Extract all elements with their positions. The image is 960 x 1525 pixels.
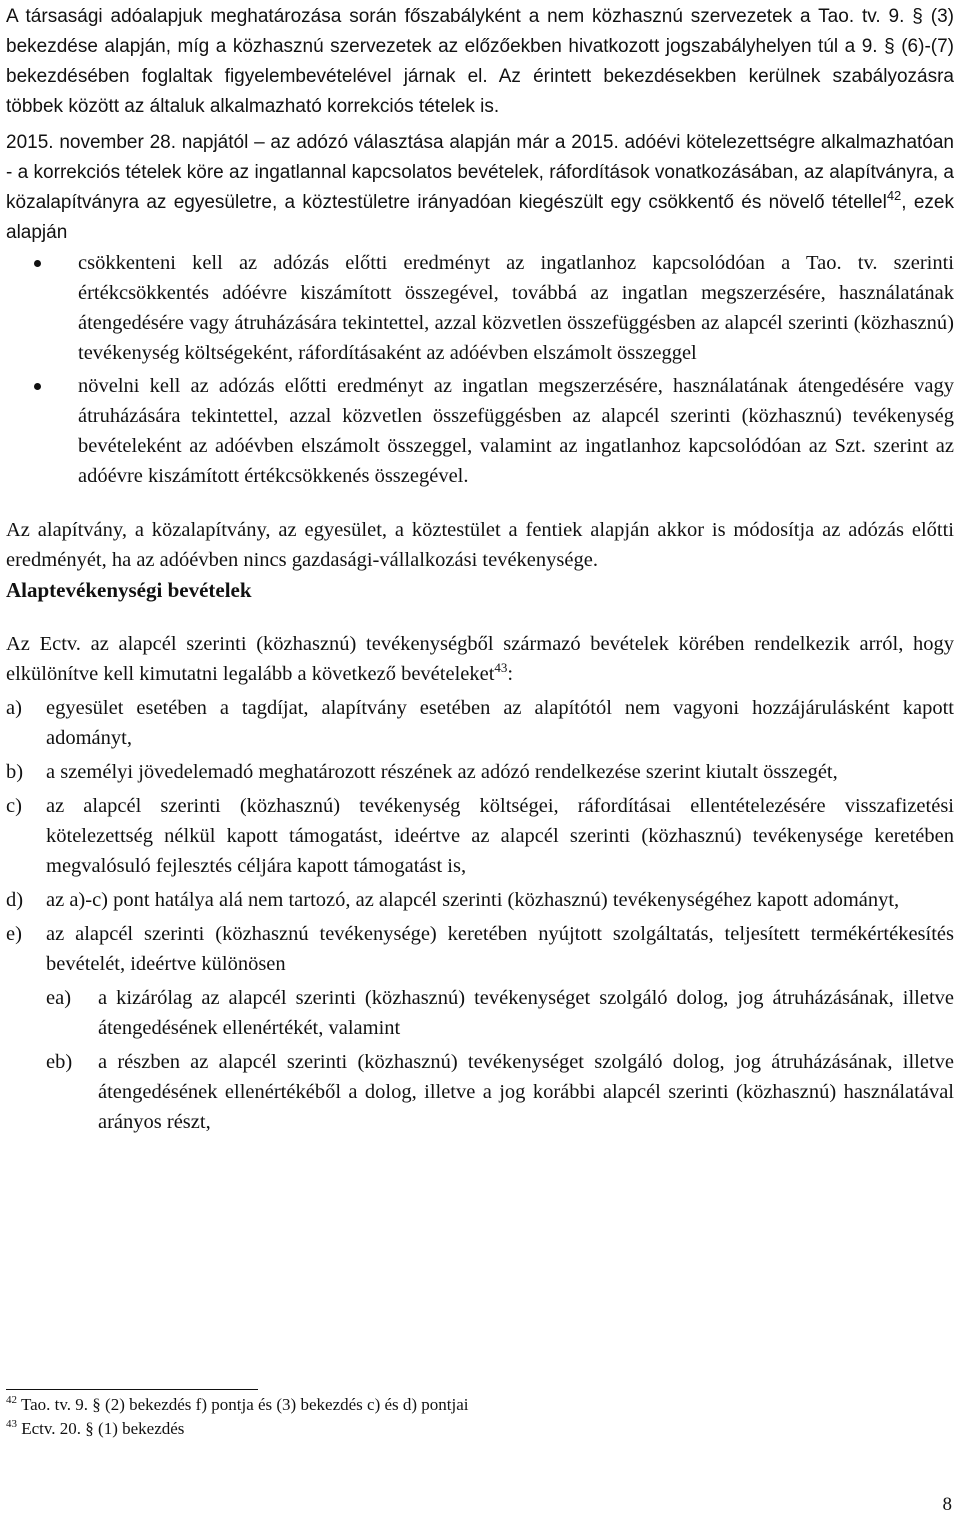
- list-label-a: a): [6, 697, 22, 719]
- bullet-decrease-text: csökkenteni kell az adózás előtti eredményt az ingatlanhoz kapcsolódóan a Tao. tv. szerinti értékcsökkentés adóévre kiszámított összegével, továbbá az ingatlan megszerzésére, használatának átengedésére vagy átruházására tekintettel, azzal közvetlen összefüggésben az alapcél szerinti (közhasznú) tevékenység költségeként, ráfordításaként az adóévben elszámolt összeggel: [78, 252, 954, 364]
- footnote-number-42: 42: [6, 1394, 17, 1406]
- bullet-dot-icon: [34, 260, 41, 267]
- list-text-eb: a részben az alapcél szerinti (közhasznú) tevékenységet szolgáló dolog, jog átruházásának, illetve átengedésének ellenértékéből a dolog, illetve a jog korábbi alapcél szerinti (közhasznú) használatával arányos részt,: [98, 1051, 954, 1133]
- list-text-e: az alapcél szerinti (közhasznú tevékenysége) keretében nyújtott szolgáltatás, teljesített termékértékesítés bevételét, ideértve különösen: [46, 923, 954, 975]
- list-item-ea: [46, 983, 954, 1043]
- list-text-c: az alapcél szerinti (közhasznú) tevékenység költségei, ráfordításai ellentételezésére visszafizetési kötelezettség nélkül kapott támogatást, ideértve az alapcél szerinti (közhasznú) tevékenysége keretében megvalósuló fejlesztés céljára kapott támogatást is,: [46, 795, 954, 877]
- footnote-text-43: Ectv. 20. § (1) bekezdés: [17, 1419, 185, 1438]
- footnote-divider: [6, 1389, 258, 1390]
- revenue-list: [6, 693, 954, 1137]
- footnote-ref-42[interactable]: 42: [886, 188, 902, 203]
- amendment-paragraph: [6, 128, 954, 248]
- list-label-eb: eb): [46, 1051, 73, 1073]
- correction-bullet-list: [6, 248, 954, 491]
- footnote-text-42: Tao. tv. 9. § (2) bekezdés f) pontja és (3) bekezdés c) és d) pontjai: [17, 1395, 469, 1414]
- ectv-paragraph-text: Az Ectv. az alapcél szerinti (közhasznú) tevékenységből származó bevételek körében rendelkezik arról, hogy elkülönítve kell kimutatni legalább a következő bevételeket: [6, 633, 954, 685]
- list-label-ea: ea): [46, 987, 72, 1009]
- amendment-paragraph-body: adóévi kötelezettségre alkalmazhatóan - a korrekciós tételek köre az ingatlannal kapcsolatos bevételek, ráfordítások vonatkozásában, az alapítványra, a közalapítványra az egyesületre, a köztestületre irányadóan kiegészült egy csökkentő és növelő tétellel: [6, 132, 955, 213]
- list-item-c: [6, 791, 954, 881]
- bullet-decrease: [6, 248, 954, 368]
- footnote-42: [6, 1393, 946, 1417]
- list-item-b: [6, 757, 954, 787]
- list-label-c: c): [6, 795, 22, 817]
- bullet-increase-text: növelni kell az adózás előtti eredményt az ingatlan megszerzésére, használatának átengedésére vagy átruházására tekintettel, azzal közvetlen összefüggésben az alapcél szerinti (közhasznú) tevékenység bevételeként az adóévben elszámolt összeggel, valamint az ingatlanhoz kapcsolódóan az Szt. szerint az adóévre kiszámított értékcsökkenés összegével.: [78, 375, 954, 487]
- bullet-dot-icon: [34, 383, 41, 390]
- list-text-a: egyesület esetében a tagdíjat, alapítvány esetében az alapítótól nem vagyoni hozzájárulásként kapott adományt,: [46, 697, 954, 749]
- page-number: 8: [942, 1494, 952, 1515]
- ectv-paragraph-end: :: [507, 663, 514, 685]
- foundation-paragraph: Az alapítvány, a közalapítvány, az egyesület, a köztestület a fentiek alapján akkor is módosítja az adózás előtti eredményét, ha az adóévben nincs gazdasági-vállalkozási tevékenysége.: [6, 519, 954, 571]
- list-label-e: e): [6, 923, 22, 945]
- footnotes: [6, 1393, 946, 1441]
- footnote-ref-43[interactable]: 43: [494, 660, 508, 675]
- list-label-b: b): [6, 761, 24, 783]
- bullet-increase: [6, 371, 954, 491]
- document-page: [6, 2, 954, 1137]
- list-item-d: [6, 885, 954, 915]
- revenue-sublist: [46, 983, 954, 1137]
- ectv-paragraph: [6, 629, 954, 689]
- list-text-d: az a)-c) pont hatálya alá nem tartozó, az alapcél szerinti (közhasznú) tevékenységéhez kapott adományt,: [46, 889, 900, 911]
- footnote-43: [6, 1417, 946, 1441]
- list-label-d: d): [6, 889, 24, 911]
- amendment-paragraph-lead: 2015. november 28. napjától – az adózó választása alapján már a 2015.: [6, 132, 619, 153]
- list-item-a: [6, 693, 954, 753]
- amendment-paragraph-tail: , ezek alapján: [6, 192, 954, 243]
- footnote-number-43: 43: [6, 1418, 17, 1430]
- list-item-e: [6, 919, 954, 1137]
- intro-paragraph: A társasági adóalapjuk meghatározása során főszabályként a nem közhasznú szervezetek a Tao. tv. 9. § (3) bekezdése alapján, míg a közhasznú szervezetek az előzőekben hivatkozott jogszabályhelyen túl a 9. § (6)-(7) bekezdésében foglaltak figyelembevételével járnak el. Az érintett bekezdésekben kerülnek szabályozásra többek között az általuk alkalmazható korrekciós tételek is.: [6, 6, 954, 117]
- section-heading: Alaptevékenységi bevételek: [6, 578, 252, 602]
- list-item-eb: [46, 1047, 954, 1137]
- list-text-ea: a kizárólag az alapcél szerinti (közhasznú) tevékenységet szolgáló dolog, jog átruházásának, illetve átengedésének ellenértékét, valamint: [98, 987, 954, 1039]
- list-text-b: a személyi jövedelemadó meghatározott részének az adózó rendelkezése szerint kiutalt összegét,: [46, 761, 838, 783]
